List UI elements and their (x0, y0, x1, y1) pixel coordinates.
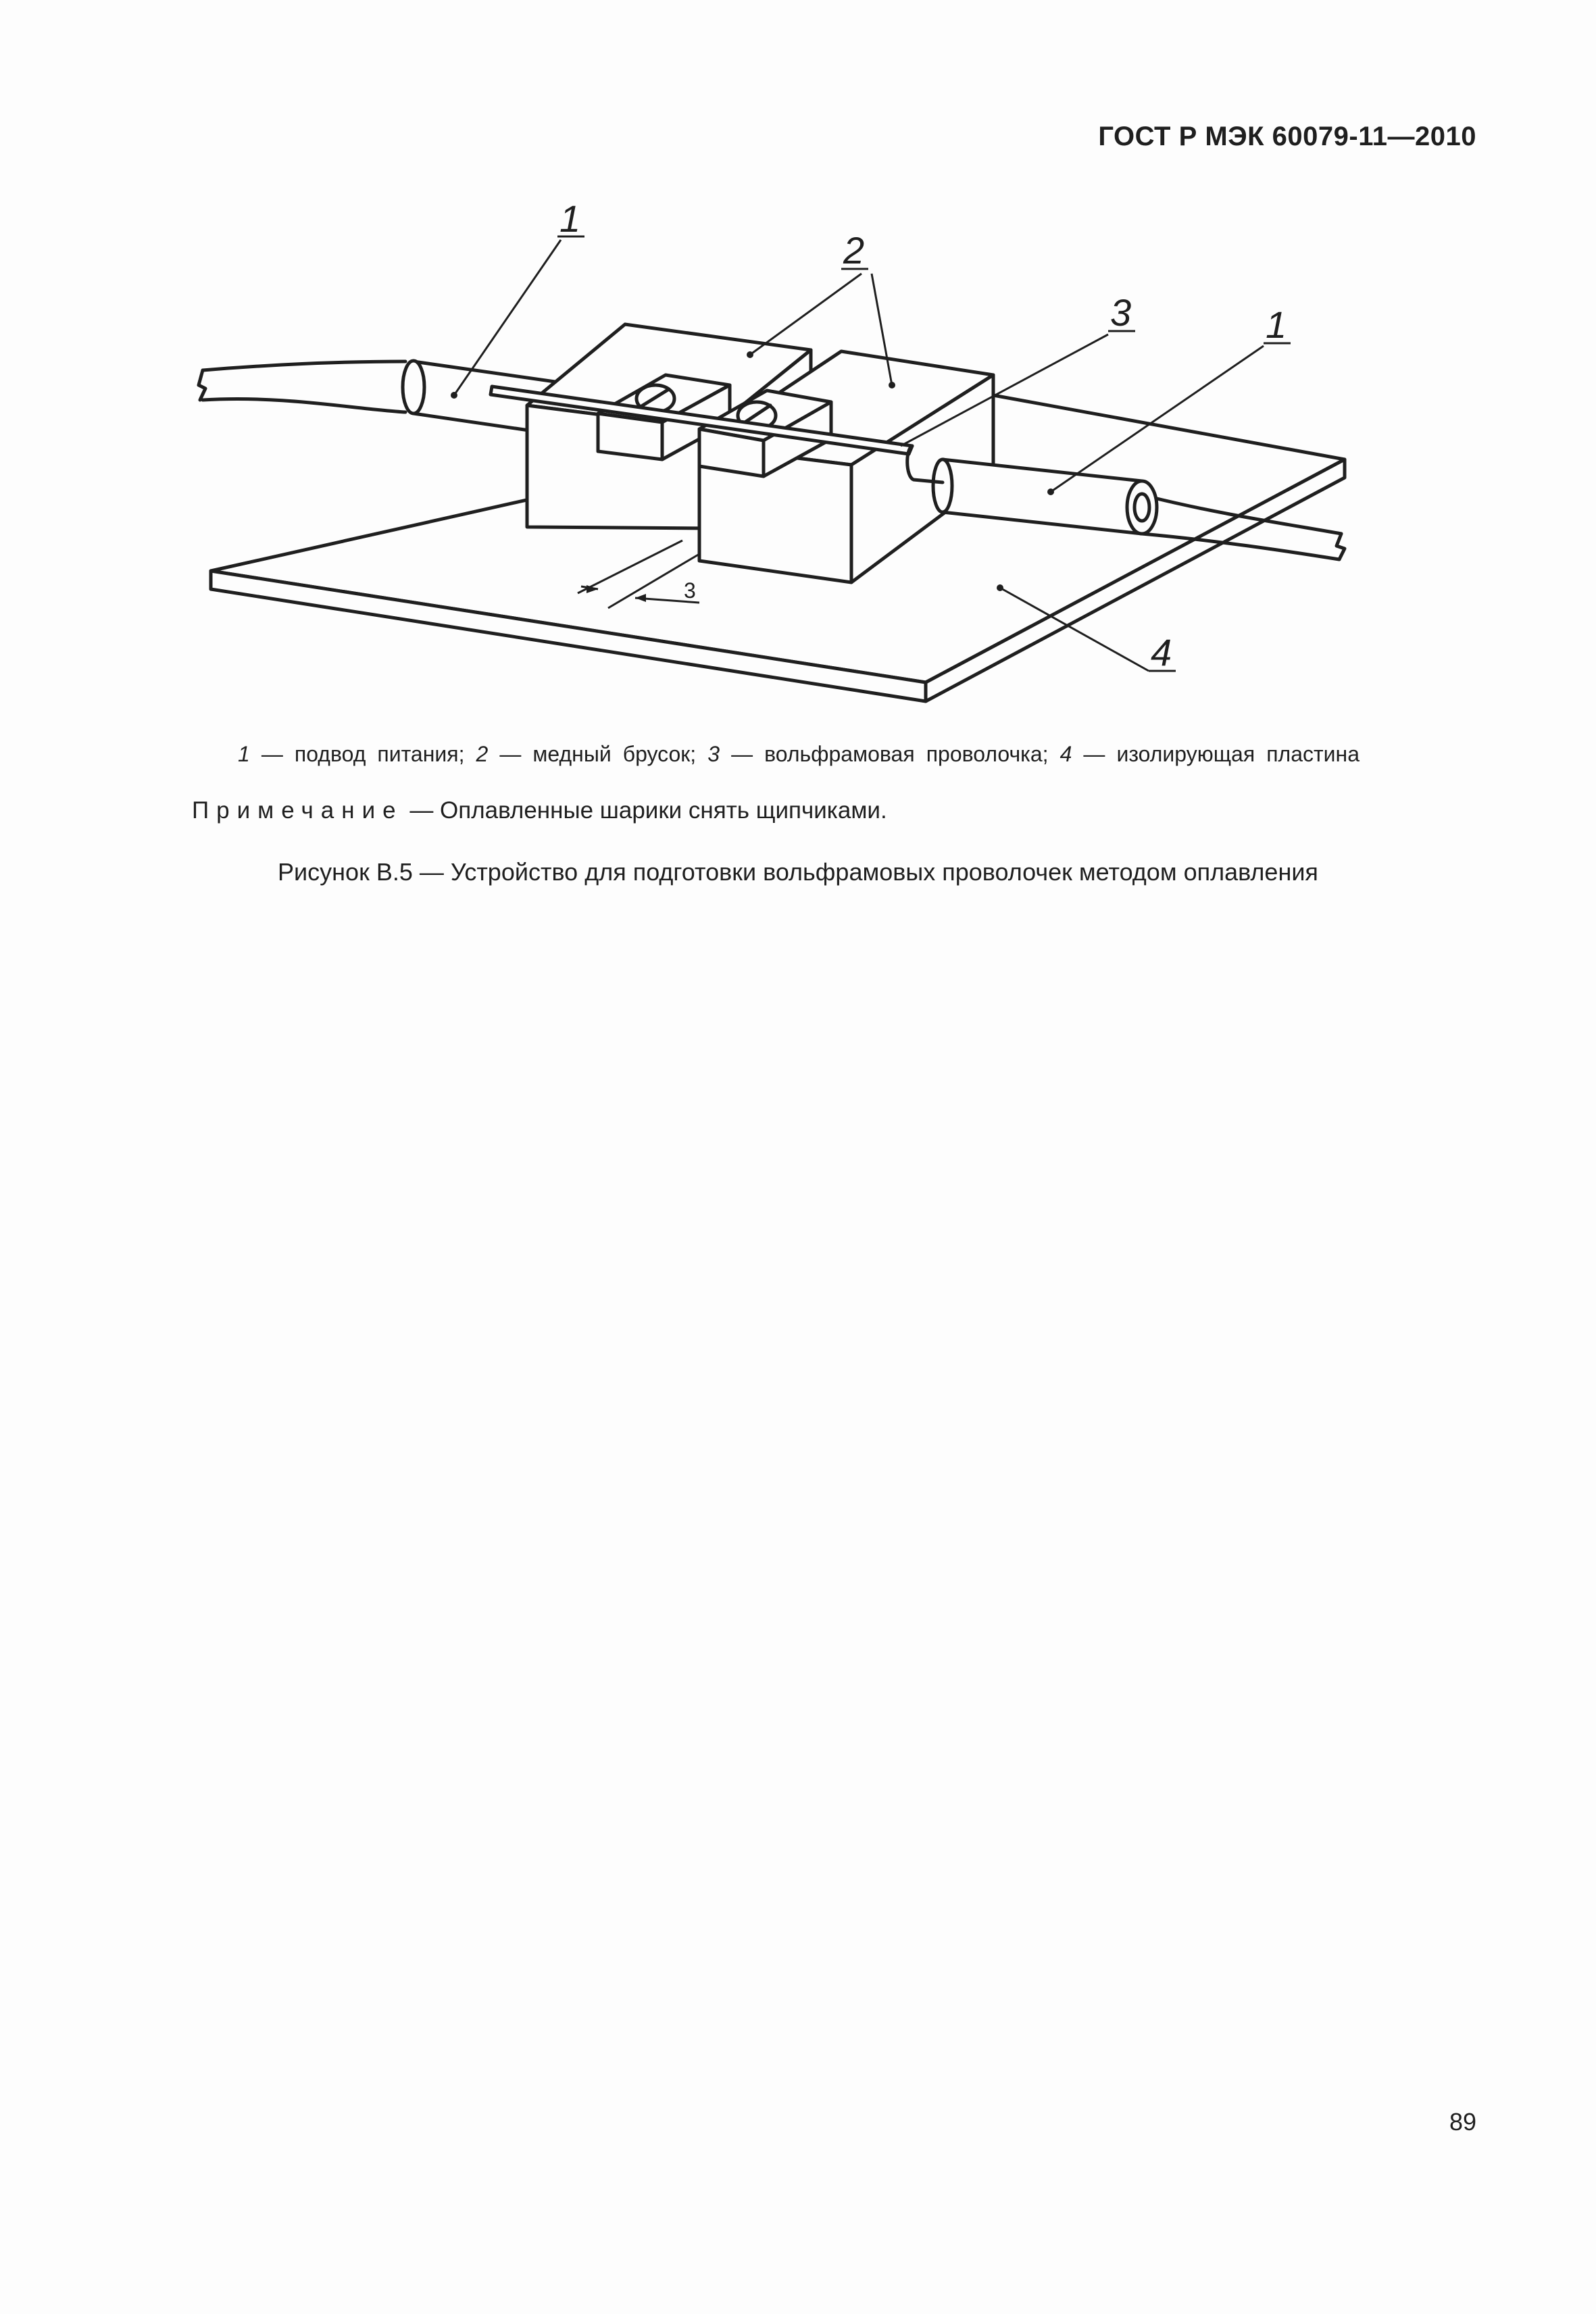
device-drawing (0, 0, 1596, 777)
page-number: 89 (1449, 2108, 1476, 2136)
figure-note (192, 797, 887, 824)
note-text: — Оплавленные шарики снять щипчиками. (403, 797, 887, 824)
callout-1-left: 1 (559, 197, 581, 240)
figure-title: Рисунок В.5 — Устройство для подготовки вольфрамовых проволочек методом оплавления (278, 858, 1318, 886)
callout-3: 3 (1110, 291, 1132, 334)
legend-number: 3 (707, 742, 720, 766)
legend-text: — подвод питания; (249, 742, 476, 766)
legend-number: 1 (238, 742, 250, 766)
callout-4: 4 (1151, 631, 1172, 674)
document-header: ГОСТ Р МЭК 60079-11—2010 (1098, 122, 1476, 151)
callout-1-right: 1 (1266, 303, 1287, 346)
dimension-label: 3 (684, 578, 696, 603)
legend-number: 4 (1059, 742, 1072, 766)
note-label: Примечание (192, 797, 403, 824)
callout-2: 2 (843, 229, 865, 272)
legend-text: — вольфрамовая проволочка; (720, 742, 1060, 766)
figure-legend (238, 742, 1360, 767)
legend-text: — изолирующая пластина (1072, 742, 1360, 766)
legend-number: 2 (476, 742, 489, 766)
legend-text: — медный брусок; (488, 742, 708, 766)
